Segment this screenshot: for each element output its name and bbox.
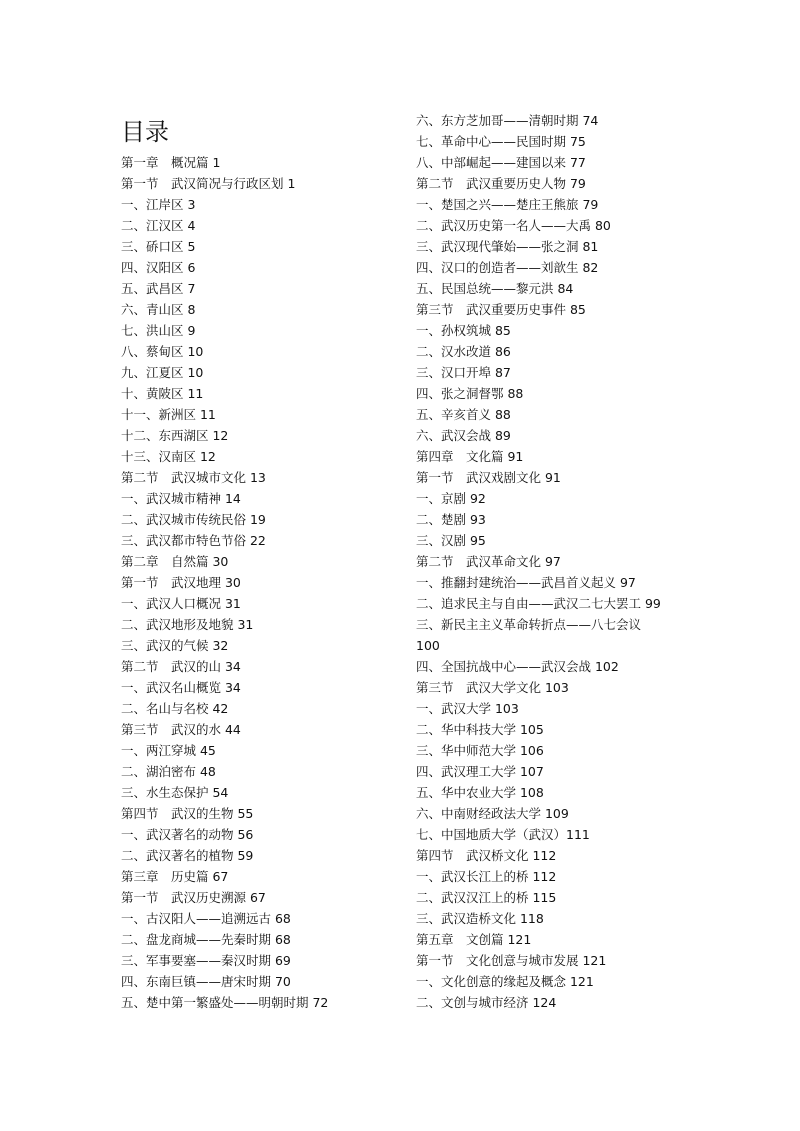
- toc-entry: 十、黄陂区 11: [121, 386, 204, 401]
- toc-entry: 二、武汉城市传统民俗 19: [121, 512, 266, 527]
- toc-entry: 二、汉水改道 86: [416, 344, 511, 359]
- toc-entry: 五、武昌区 7: [121, 281, 196, 296]
- toc-entry: 第三节 武汉重要历史事件 85: [416, 302, 586, 317]
- toc-entry: 三、汉口开埠 87: [416, 365, 511, 380]
- toc-entry: 十三、汉南区 12: [121, 449, 216, 464]
- toc-entry: 二、武汉著名的植物 59: [121, 848, 254, 863]
- toc-entry: 第三章 历史篇 67: [121, 869, 229, 884]
- toc-entry: 一、武汉长江上的桥 112: [416, 869, 557, 884]
- toc-entry: 一、文化创意的缘起及概念 121: [416, 974, 594, 989]
- toc-entry: 二、武汉汉江上的桥 115: [416, 890, 557, 905]
- toc-entry: 一、推翻封建统治——武昌首义起义 97: [416, 575, 636, 590]
- toc-entry: 第二节 武汉城市文化 13: [121, 470, 266, 485]
- toc-entry: 二、江汉区 4: [121, 218, 196, 233]
- toc-entry: 第一节 武汉简况与行政区划 1: [121, 176, 296, 191]
- toc-entry: 第四章 文化篇 91: [416, 449, 524, 464]
- toc-entry: 三、新民主主义革命转折点——八七会议: [416, 617, 642, 632]
- toc-entry: 九、江夏区 10: [121, 365, 204, 380]
- toc-entry: 一、武汉城市精神 14: [121, 491, 241, 506]
- toc-entry: 第三节 武汉大学文化 103: [416, 680, 569, 695]
- toc-entry: 六、中南财经政法大学 109: [416, 806, 569, 821]
- toc-entry: 四、汉口的创造者——刘歆生 82: [416, 260, 599, 275]
- toc-entry: 四、汉阳区 6: [121, 260, 196, 275]
- toc-entry: 三、汉剧 95: [416, 533, 486, 548]
- toc-entry: 三、华中师范大学 106: [416, 743, 544, 758]
- toc-entry: 十一、新洲区 11: [121, 407, 216, 422]
- toc-entry: 一、孙权筑城 85: [416, 323, 511, 338]
- toc-entry: 100: [416, 638, 440, 653]
- toc-left-column: [121, 152, 391, 1013]
- toc-right-column: [416, 110, 686, 1013]
- toc-entry: 第二节 武汉革命文化 97: [416, 554, 561, 569]
- toc-entry: 一、江岸区 3: [121, 197, 196, 212]
- toc-entry: 二、华中科技大学 105: [416, 722, 544, 737]
- toc-entry: 六、青山区 8: [121, 302, 196, 317]
- toc-entry: 一、武汉大学 103: [416, 701, 519, 716]
- toc-entry: 四、东南巨镇——唐宋时期 70: [121, 974, 291, 989]
- toc-entry: 三、武汉的气候 32: [121, 638, 229, 653]
- toc-entry: 六、东方芝加哥——清朝时期 74: [416, 113, 599, 128]
- toc-entry: 第五章 文创篇 121: [416, 932, 532, 947]
- toc-entry: 第一节 文化创意与城市发展 121: [416, 953, 607, 968]
- toc-entry: 八、中部崛起——建国以来 77: [416, 155, 586, 170]
- toc-entry: 三、水生态保护 54: [121, 785, 229, 800]
- toc-entry: 七、洪山区 9: [121, 323, 196, 338]
- page-title: 目录: [121, 118, 169, 146]
- toc-entry: 四、武汉理工大学 107: [416, 764, 544, 779]
- toc-entry: 三、武汉造桥文化 118: [416, 911, 544, 926]
- toc-entry: 一、京剧 92: [416, 491, 486, 506]
- toc-entry: 二、盘龙商城——先秦时期 68: [121, 932, 291, 947]
- toc-entry: 第一节 武汉地理 30: [121, 575, 241, 590]
- toc-entry: 二、名山与名校 42: [121, 701, 229, 716]
- toc-entry: 一、武汉人口概况 31: [121, 596, 241, 611]
- toc-entry: 第四节 武汉桥文化 112: [416, 848, 557, 863]
- toc-entry: 一、武汉著名的动物 56: [121, 827, 254, 842]
- toc-entry: 第四节 武汉的生物 55: [121, 806, 254, 821]
- toc-entry: 六、武汉会战 89: [416, 428, 511, 443]
- toc-entry: 第二节 武汉重要历史人物 79: [416, 176, 586, 191]
- toc-entry: 三、武汉现代肇始——张之洞 81: [416, 239, 599, 254]
- toc-entry: 七、革命中心——民国时期 75: [416, 134, 586, 149]
- toc-entry: 五、民国总统——黎元洪 84: [416, 281, 574, 296]
- toc-entry: 二、文创与城市经济 124: [416, 995, 557, 1010]
- toc-entry: 第三节 武汉的水 44: [121, 722, 241, 737]
- toc-entry: 第一节 武汉戏剧文化 91: [416, 470, 561, 485]
- toc-entry: 三、硚口区 5: [121, 239, 196, 254]
- toc-entry: 一、武汉名山概览 34: [121, 680, 241, 695]
- toc-entry: 五、楚中第一繁盛处——明朝时期 72: [121, 995, 329, 1010]
- toc-entry: 四、张之洞督鄂 88: [416, 386, 524, 401]
- toc-entry: 二、武汉历史第一名人——大禹 80: [416, 218, 611, 233]
- toc-entry: 一、楚国之兴——楚庄王熊旅 79: [416, 197, 599, 212]
- toc-entry: 五、辛亥首义 88: [416, 407, 511, 422]
- toc-entry: 十二、东西湖区 12: [121, 428, 229, 443]
- toc-entry: 七、中国地质大学（武汉）111: [416, 827, 590, 842]
- toc-entry: 二、武汉地形及地貌 31: [121, 617, 254, 632]
- toc-entry: 第二节 武汉的山 34: [121, 659, 241, 674]
- toc-entry: 二、湖泊密布 48: [121, 764, 216, 779]
- toc-entry: 第一节 武汉历史溯源 67: [121, 890, 266, 905]
- toc-entry: 第二章 自然篇 30: [121, 554, 229, 569]
- toc-entry: 三、武汉都市特色节俗 22: [121, 533, 266, 548]
- toc-entry: 一、两江穿城 45: [121, 743, 216, 758]
- toc-entry: 一、古汉阳人——追溯远古 68: [121, 911, 291, 926]
- toc-entry: 二、楚剧 93: [416, 512, 486, 527]
- toc-entry: 五、华中农业大学 108: [416, 785, 544, 800]
- toc-entry: 第一章 概况篇 1: [121, 155, 221, 170]
- toc-entry: 二、追求民主与自由——武汉二七大罢工 99: [416, 596, 661, 611]
- toc-entry: 三、军事要塞——秦汉时期 69: [121, 953, 291, 968]
- toc-entry: 八、蔡甸区 10: [121, 344, 204, 359]
- toc-entry: 四、全国抗战中心——武汉会战 102: [416, 659, 619, 674]
